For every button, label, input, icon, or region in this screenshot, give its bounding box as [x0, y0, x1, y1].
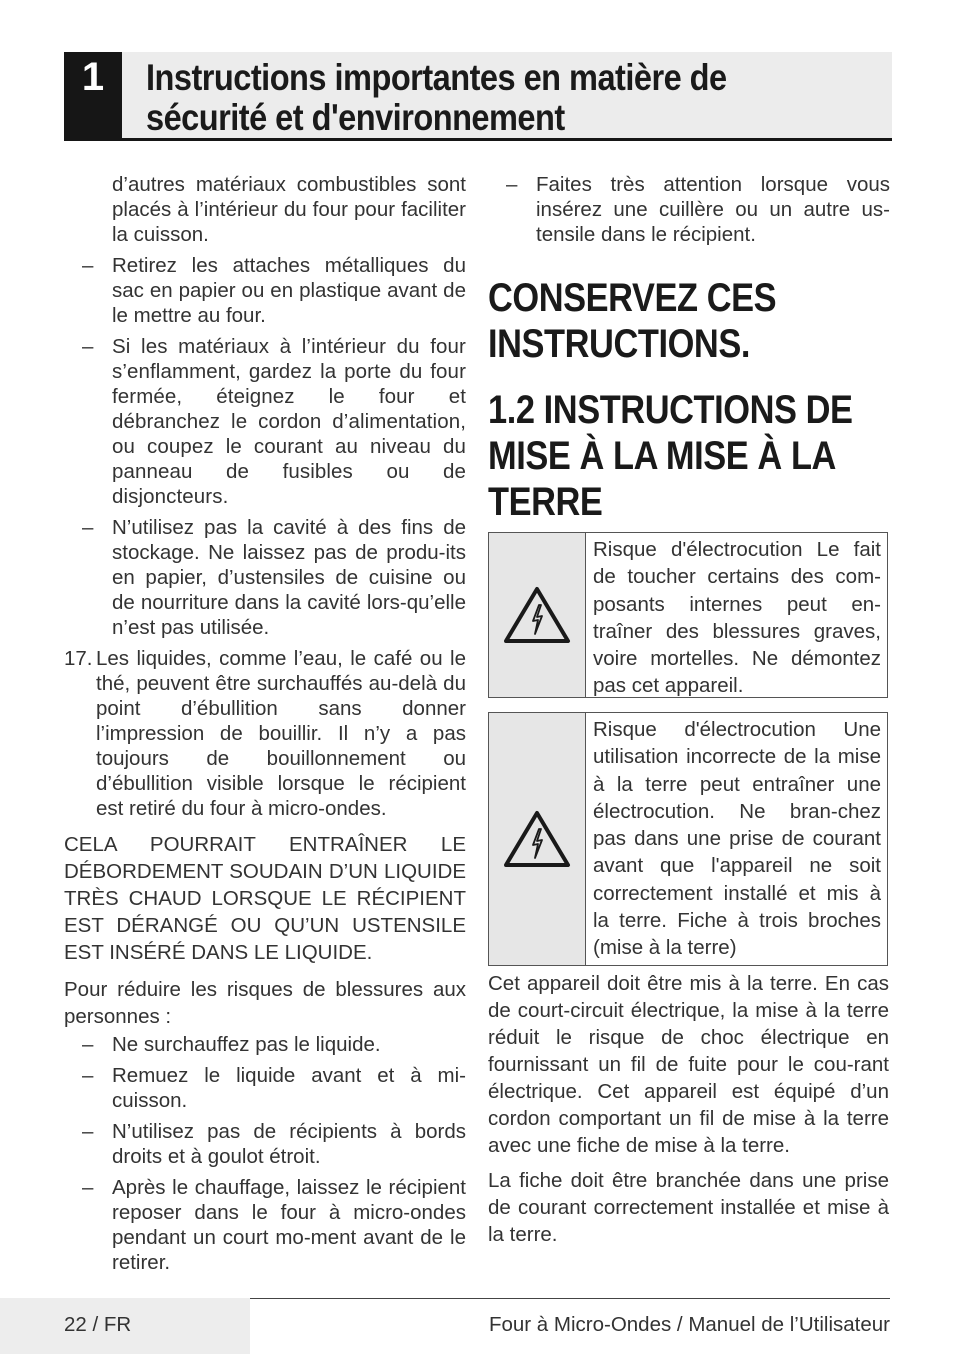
dash-bullet: – [82, 335, 94, 358]
list-item-text: Faites très attention lorsque vous insérez une cuillère ou un autre us-tensile dans le récipient. [536, 173, 890, 246]
warning-box-2 [488, 712, 888, 966]
warning-box-1 [488, 532, 888, 698]
list-item-text: Remuez le liquide avant et à mi-cuisson. [112, 1064, 466, 1112]
electrical-hazard-icon [502, 809, 572, 869]
dash-bullet: – [82, 1033, 94, 1056]
document-title: Four à Micro-Ondes / Manuel de l’Utilisateur [488, 1313, 890, 1336]
conserve-heading-line-1: CONSERVEZ CES [488, 276, 777, 320]
reduce-risk-intro: Pour réduire les risques de blessures aux personnes : [64, 978, 466, 1028]
list-item [64, 515, 466, 640]
electrical-hazard-icon [502, 585, 572, 645]
warning-text-2: Risque d'électrocution Une utilisation incorrecte de la mise à la terre peut entraîner une électrocution. Ne bran-chez pas dans une prise de courant avant que l'appareil ne soit correctement installé et mis à la terre. Fiche à trois broches (mise à la terre) [593, 718, 881, 960]
grounding-paragraph-1: Cet appareil doit être mis à la terre. En cas de court-circuit électrique, la mise à la terre réduit le risque de choc électrique en fournissant un fil de fuite pour le cou-rant électrique. Cet appareil est équipé d’un cordon comportant un fil de mise à la terre avec une fiche de mise à la terre. [488, 972, 889, 1157]
chapter-number: 1 [64, 52, 122, 141]
list-item [64, 1119, 466, 1169]
list-item [64, 1175, 466, 1275]
section-heading-line-3: TERRE [488, 480, 603, 524]
dash-bullet: – [82, 516, 94, 539]
grounding-paragraph-2: La fiche doit être branchée dans une prise de courant correctement installée et mise à la terre. [488, 1169, 889, 1246]
list-item [64, 334, 466, 509]
dash-bullet: – [82, 1064, 94, 1087]
item-number: 17. [64, 647, 93, 670]
section-heading-line-1: 1.2 INSTRUCTIONS DE [488, 388, 853, 432]
footer-divider [250, 1298, 890, 1299]
list-item-text: Retirez les attaches métalliques du sac en papier ou en plastique avant de le mettre au four. [112, 254, 466, 327]
continued-text: d’autres matériaux combustibles sont placés à l’intérieur du four pour faciliter la cuisson. [112, 173, 466, 246]
section-heading [488, 387, 892, 525]
list-item [64, 1063, 466, 1113]
warning-caps-paragraph: CELA POURRAIT ENTRAÎNER LE DÉBORDEMENT SOUDAIN D’UN LIQUIDE TRÈS CHAUD LORSQUE LE RÉCIPIENT EST DÉRANGÉ OU QU’UN USTENSILE EST INSÉRÉ DANS LE LIQUIDE. [64, 833, 466, 964]
list-item-text: Si les matériaux à l’intérieur du four s’enflamment, gardez la porte du four fermée, éteignez le four et débranchez le cordon d’alimentation, ou coupez le courant au niveau du panneau de fusibles ou de disjoncteurs. [112, 335, 466, 508]
dash-bullet: – [82, 1120, 94, 1143]
chapter-title-line-1: Instructions importantes en matière de [146, 57, 727, 98]
conserve-heading [488, 275, 892, 367]
grounding-paragraphs [488, 970, 889, 1256]
right-column [488, 172, 890, 525]
dash-bullet: – [82, 1176, 94, 1199]
list-item [488, 172, 890, 247]
list-item-text: N’utilisez pas la cavité à des fins de stockage. Ne laissez pas de produ-its en papier, d’ustensiles de cuisine ou de nourriture dans la cavité lors-qu’elle n’est pas utilisée. [112, 516, 466, 639]
chapter-title [146, 58, 797, 138]
list-item [64, 1032, 466, 1057]
warning-icon-cell [489, 533, 586, 697]
section-heading-line-2: MISE À LA MISE À LA [488, 434, 836, 478]
warning-icon-cell [489, 713, 586, 965]
list-item-text: Après le chauffage, laissez le récipient reposer dans le four à micro-ondes pendant un court mo-ment avant de le retirer. [112, 1176, 466, 1274]
page-number: 22 / FR [64, 1313, 132, 1336]
list-item-text: Ne surchauffez pas le liquide. [112, 1033, 381, 1056]
dash-bullet: – [82, 254, 94, 277]
warning-text-1: Risque d'électrocution Le fait de toucher certains des com-posants internes peut en-traîner des blessures graves, voire mortelles. Ne démontez pas cet appareil. [593, 538, 881, 698]
left-column [64, 172, 466, 1281]
conserve-heading-line-2: INSTRUCTIONS. [488, 322, 750, 366]
list-item [64, 253, 466, 328]
numbered-item-17 [64, 646, 466, 821]
chapter-title-line-2: sécurité et d'environnement [146, 97, 565, 138]
dash-bullet: – [506, 173, 518, 196]
list-item-text: N’utilisez pas de récipients à bords droits et à goulot étroit. [112, 1120, 466, 1168]
numbered-item-text: Les liquides, comme l’eau, le café ou le thé, peuvent être surchauffés au-delà du point d’ébullition sans donner l’impression de bouillir. Il n’y a pas toujours de bouillonnement ou d’ébullition visible lorsque le récipient est retiré du four à micro-ondes. [96, 647, 466, 820]
